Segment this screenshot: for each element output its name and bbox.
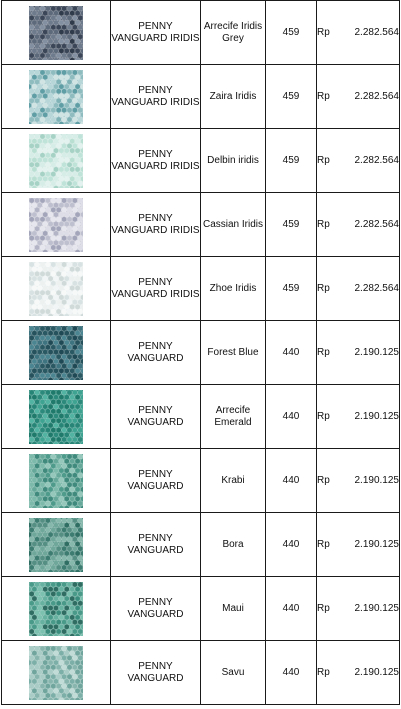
- price-cell: [317, 321, 400, 385]
- table-row: [2, 641, 400, 705]
- price-cell: [317, 65, 400, 129]
- currency-label: Rp: [317, 154, 330, 166]
- product-code: 459: [282, 282, 300, 294]
- table-row: [2, 385, 400, 449]
- series-name: PENNY VANGUARD IRIDIS: [111, 212, 200, 236]
- color-name: Zaira Iridis: [209, 90, 257, 102]
- color-name: Forest Blue: [207, 346, 259, 358]
- product-code: 459: [282, 154, 300, 166]
- color-name-cell: [201, 577, 266, 641]
- product-image-cell: [2, 449, 111, 513]
- series-name: PENNY VANGUARD: [127, 532, 184, 556]
- color-name-cell: [201, 385, 266, 449]
- color-name-cell: [201, 1, 266, 65]
- price-value: 2.282.564: [354, 282, 399, 294]
- series-name: PENNY VANGUARD: [127, 404, 184, 428]
- product-code: 440: [282, 666, 300, 678]
- product-image-cell: [2, 513, 111, 577]
- price-value: 2.190.125: [354, 474, 399, 486]
- code-cell: [266, 577, 317, 641]
- currency-label: Rp: [317, 26, 330, 38]
- series-name: PENNY VANGUARD IRIDIS: [111, 20, 200, 44]
- green-teal-hexagon-mosaic-tile-icon: [29, 454, 83, 508]
- series-name: PENNY VANGUARD IRIDIS: [111, 84, 200, 108]
- code-cell: [266, 129, 317, 193]
- price-cell: [317, 641, 400, 705]
- currency-label: Rp: [317, 538, 330, 550]
- code-cell: [266, 257, 317, 321]
- code-cell: [266, 1, 317, 65]
- code-cell: [266, 449, 317, 513]
- price-cell: [317, 193, 400, 257]
- table-row: [2, 129, 400, 193]
- table-row: [2, 193, 400, 257]
- color-name-cell: [201, 513, 266, 577]
- product-code: 440: [282, 538, 300, 550]
- series-cell: [111, 385, 201, 449]
- color-name-cell: [201, 257, 266, 321]
- color-name-cell: [201, 321, 266, 385]
- product-image-cell: [2, 321, 111, 385]
- product-image-cell: [2, 65, 111, 129]
- series-cell: [111, 1, 201, 65]
- currency-label: Rp: [317, 346, 330, 358]
- price-cell: [317, 1, 400, 65]
- series-cell: [111, 513, 201, 577]
- white-hexagon-mosaic-tile-icon: [29, 262, 83, 316]
- price-value: 2.282.564: [354, 26, 399, 38]
- code-cell: [266, 65, 317, 129]
- color-name-cell: [201, 641, 266, 705]
- series-cell: [111, 577, 201, 641]
- price-cell: [317, 257, 400, 321]
- series-cell: [111, 129, 201, 193]
- teal-hexagon-mosaic-tile-icon: [29, 70, 83, 124]
- code-cell: [266, 321, 317, 385]
- product-image-cell: [2, 641, 111, 705]
- color-name: Zhoe Iridis: [209, 282, 257, 294]
- product-image-cell: [2, 257, 111, 321]
- series-name: PENNY VANGUARD: [127, 660, 184, 684]
- price-value: 2.190.125: [354, 410, 399, 422]
- currency-label: Rp: [317, 410, 330, 422]
- table-row: [2, 65, 400, 129]
- color-name: Savu: [221, 666, 245, 678]
- color-name: Cassian Iridis: [202, 218, 264, 230]
- code-cell: [266, 385, 317, 449]
- currency-label: Rp: [317, 90, 330, 102]
- currency-label: Rp: [317, 218, 330, 230]
- price-cell: [317, 129, 400, 193]
- product-image-cell: [2, 193, 111, 257]
- table-row: [2, 449, 400, 513]
- code-cell: [266, 641, 317, 705]
- series-cell: [111, 65, 201, 129]
- currency-label: Rp: [317, 666, 330, 678]
- product-price-table: [1, 0, 400, 705]
- table-row: [2, 513, 400, 577]
- price-value: 2.190.125: [354, 602, 399, 614]
- price-value: 2.190.125: [354, 538, 399, 550]
- series-cell: [111, 449, 201, 513]
- color-name: Bora: [222, 538, 244, 550]
- table-row: [2, 577, 400, 641]
- color-name-cell: [201, 65, 266, 129]
- code-cell: [266, 193, 317, 257]
- grey-hexagon-mosaic-tile-icon: [29, 6, 83, 60]
- color-name-cell: [201, 449, 266, 513]
- series-cell: [111, 257, 201, 321]
- color-name: Maui: [222, 602, 244, 614]
- product-code: 459: [282, 218, 300, 230]
- series-name: PENNY VANGUARD IRIDIS: [111, 276, 200, 300]
- currency-label: Rp: [317, 474, 330, 486]
- price-value: 2.282.564: [354, 154, 399, 166]
- product-code: 459: [282, 90, 300, 102]
- series-name: PENNY VANGUARD: [127, 596, 184, 620]
- code-cell: [266, 513, 317, 577]
- series-cell: [111, 193, 201, 257]
- series-cell: [111, 641, 201, 705]
- currency-label: Rp: [317, 282, 330, 294]
- price-value: 2.282.564: [354, 90, 399, 102]
- product-code: 440: [282, 346, 300, 358]
- product-code: 440: [282, 410, 300, 422]
- color-name: Krabi: [221, 474, 245, 486]
- product-code: 440: [282, 474, 300, 486]
- color-name-cell: [201, 129, 266, 193]
- product-image-cell: [2, 385, 111, 449]
- color-name: Arrecife Emerald: [214, 404, 252, 428]
- price-value: 2.282.564: [354, 218, 399, 230]
- price-value: 2.190.125: [354, 666, 399, 678]
- price-cell: [317, 449, 400, 513]
- series-cell: [111, 321, 201, 385]
- color-name: Arrecife Iridis Grey: [203, 20, 263, 44]
- emerald-hexagon-mosaic-tile-icon: [29, 390, 83, 444]
- dark-teal-hexagon-mosaic-tile-icon: [29, 326, 83, 380]
- price-cell: [317, 513, 400, 577]
- currency-label: Rp: [317, 602, 330, 614]
- lilac-hexagon-mosaic-tile-icon: [29, 198, 83, 252]
- series-name: PENNY VANGUARD IRIDIS: [111, 148, 200, 172]
- price-value: 2.190.125: [354, 346, 399, 358]
- price-cell: [317, 577, 400, 641]
- product-image-cell: [2, 129, 111, 193]
- table-row: [2, 1, 400, 65]
- pale-aqua-hexagon-mosaic-tile-icon: [29, 646, 83, 700]
- color-name-cell: [201, 193, 266, 257]
- table-row: [2, 321, 400, 385]
- series-name: PENNY VANGUARD: [127, 340, 184, 364]
- product-code: 459: [282, 26, 300, 38]
- product-table-body: [2, 1, 400, 705]
- series-name: PENNY VANGUARD: [127, 468, 184, 492]
- aqua-hexagon-mosaic-tile-icon: [29, 582, 83, 636]
- table-row: [2, 257, 400, 321]
- mint-hexagon-mosaic-tile-icon: [29, 134, 83, 188]
- product-code: 440: [282, 602, 300, 614]
- price-cell: [317, 385, 400, 449]
- sea-green-hexagon-mosaic-tile-icon: [29, 518, 83, 572]
- product-image-cell: [2, 1, 111, 65]
- product-image-cell: [2, 577, 111, 641]
- color-name: Delbin iridis: [207, 154, 259, 166]
